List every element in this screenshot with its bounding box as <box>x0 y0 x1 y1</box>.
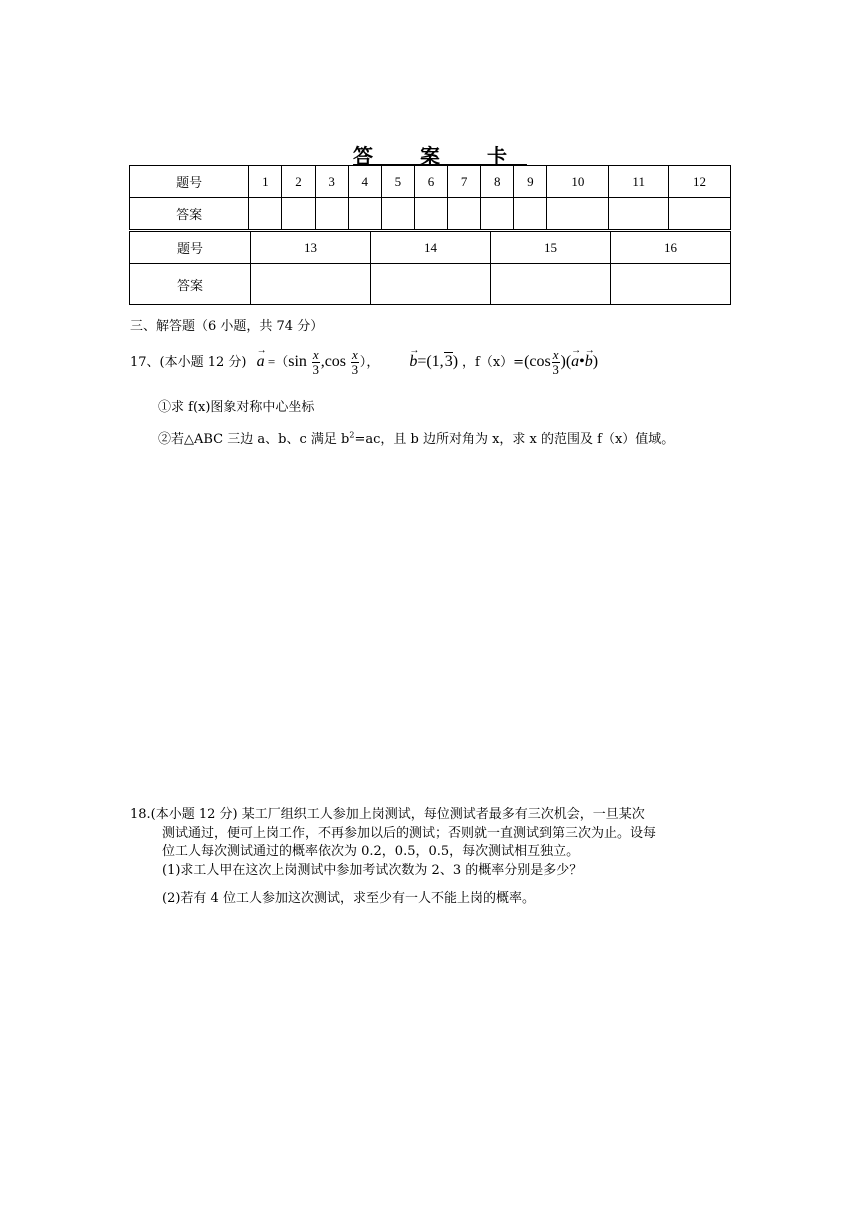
sin-text: sin <box>288 353 307 370</box>
table-row <box>130 232 731 264</box>
question-18-line-3: 位工人每次测试通过的概率依次为 0.2，0.5，0.5，每次测试相互独立。 <box>162 844 580 859</box>
answer-card-title: 答 案 卡 <box>353 144 527 168</box>
question-number-cell: 16 <box>611 232 731 264</box>
close-paren: ) <box>592 353 599 370</box>
row-header-question-number: 题号 <box>130 232 251 264</box>
answer-table-1 <box>129 165 731 230</box>
question-17-lead: 17、(本小题 12 分) <box>130 355 247 370</box>
question-number-cell: 1 <box>249 166 282 198</box>
row-header-answer: 答案 <box>130 264 251 305</box>
vector-b-symbol: → b <box>409 344 417 380</box>
question-number-cell: 10 <box>547 166 609 198</box>
answer-table-2 <box>129 231 731 305</box>
row-header-answer: 答案 <box>130 198 249 230</box>
question-number-cell: 8 <box>481 166 514 198</box>
fraction-x-over-3: $\frac{x}{3}$ <box>312 346 320 377</box>
answer-cell[interactable] <box>282 198 315 230</box>
row-header-question-number: 题号 <box>130 166 249 198</box>
answer-cell[interactable] <box>514 198 547 230</box>
answer-cell[interactable] <box>547 198 609 230</box>
table-row <box>130 264 731 305</box>
separator: ， <box>366 354 380 369</box>
cos-open-text: (cos <box>524 353 551 370</box>
vector-a-symbol: → a <box>571 344 579 380</box>
dot-operator: • <box>579 353 585 370</box>
answer-cell[interactable] <box>481 198 514 230</box>
question-number-cell: 9 <box>514 166 547 198</box>
answer-cell[interactable] <box>315 198 348 230</box>
equals-text: =（ <box>264 354 289 369</box>
question-18-line-1: 18.(本小题 12 分) 某工厂组织工人参加上岗测试，每位测试者最多有三次机会，一旦某次 <box>130 807 645 822</box>
cos-text: ,cos <box>320 353 347 370</box>
answer-cell[interactable] <box>448 198 481 230</box>
answer-cell[interactable] <box>251 264 371 305</box>
answer-cell[interactable] <box>348 198 381 230</box>
table-row <box>130 198 731 230</box>
question-number-cell: 14 <box>371 232 491 264</box>
question-number-cell: 3 <box>315 166 348 198</box>
question-number-cell: 2 <box>282 166 315 198</box>
answer-cell[interactable] <box>371 264 491 305</box>
fraction-x-over-3: $\frac{x}{3}$ <box>552 346 559 377</box>
b-value-text: =(1, <box>417 353 444 370</box>
answer-cell[interactable] <box>491 264 611 305</box>
question-number-cell: 6 <box>414 166 447 198</box>
question-number-cell: 12 <box>669 166 731 198</box>
fx-text: ，f（x）= <box>462 355 525 370</box>
question-17-part-2 <box>158 428 674 447</box>
superscript-2: 2 <box>349 430 355 440</box>
answer-cell[interactable] <box>249 198 282 230</box>
question-number-cell: 15 <box>491 232 611 264</box>
close-paren: ） <box>359 354 367 369</box>
answer-cell[interactable] <box>609 198 669 230</box>
question-18-line-2: 测试通过，便可上岗工作，不再参加以后的测试；否则就一直测试到第三次为止。设每 <box>162 826 657 841</box>
answer-cell[interactable] <box>611 264 731 305</box>
paren-text: )( <box>560 353 572 370</box>
question-18-part-1: (1)求工人甲在这次上岗测试中参加考试次数为 2、3 的概率分别是多少？ <box>162 863 583 878</box>
part-2-text: ②若△ABC 三边 a、b、c 满足 b <box>158 432 350 447</box>
question-18-part-2: (2)若有 4 位工人参加这次测试，求至少有一人不能上岗的概率。 <box>162 891 535 906</box>
sqrt-3: 3 <box>444 353 453 370</box>
question-number-cell: 5 <box>381 166 414 198</box>
close-paren: ) <box>452 353 459 370</box>
question-17 <box>130 344 598 381</box>
part-2-text-rest: =ac，且 b 边所对角为 x，求 x 的范围及 f（x）值域。 <box>354 432 675 447</box>
vector-b-symbol: → b <box>585 344 593 380</box>
question-number-cell: 13 <box>251 232 371 264</box>
question-17-part-1: ①求 f(x)图象对称中心坐标 <box>158 400 315 415</box>
fraction-x-over-3: $\frac{x}{3}$ <box>351 346 359 377</box>
question-number-cell: 11 <box>609 166 669 198</box>
section-heading: 三、解答题（6 小题，共 74 分） <box>130 319 324 334</box>
answer-cell[interactable] <box>669 198 731 230</box>
question-number-cell: 4 <box>348 166 381 198</box>
question-number-cell: 7 <box>448 166 481 198</box>
answer-cell[interactable] <box>414 198 447 230</box>
table-row <box>130 166 731 198</box>
answer-cell[interactable] <box>381 198 414 230</box>
vector-a-symbol: → a <box>257 344 265 380</box>
